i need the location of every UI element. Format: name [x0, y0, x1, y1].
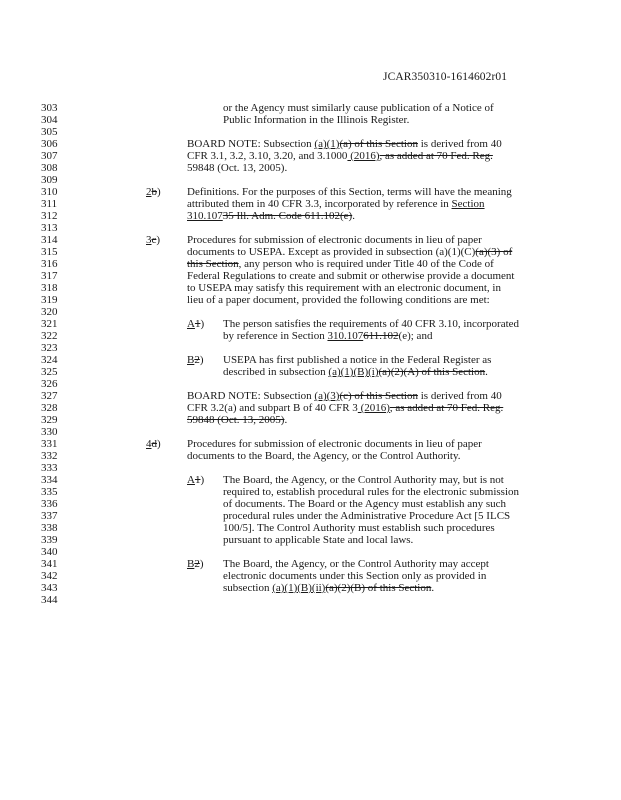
- line-number: 329: [41, 414, 58, 426]
- deleted-text: 611.102: [363, 330, 399, 342]
- text-line: Definitions. For the purposes of this Section, terms will have the meaning: [187, 186, 512, 198]
- deleted-text: 35 Ill. Adm. Code 611.102(e): [222, 210, 353, 222]
- line-number: 318: [41, 282, 58, 294]
- board-note-line: CFR 3.1, 3.2, 3.10, 3.20, and 3.1000 (2016), as added at 70 Fed. Reg.: [187, 150, 493, 162]
- line-number: 340: [41, 546, 58, 558]
- text-line: procedural rules under the Administrative Procedure Act [5 ILCS: [223, 510, 511, 522]
- inserted-text: (a)(1)(B)(ii): [272, 582, 326, 594]
- text-line: attributed them in 40 CFR 3.3, incorporated by reference in Section: [187, 198, 485, 210]
- text-line: required to, establish procedural rules for the electronic submission: [223, 486, 519, 498]
- deleted-text: , as added at 70 Fed. Reg.: [379, 150, 493, 162]
- deleted-text: this Section: [187, 258, 239, 270]
- deleted-text: , as added at 70 Fed. Reg.: [389, 402, 504, 414]
- line-number: 313: [41, 222, 58, 234]
- line-number: 316: [41, 258, 58, 270]
- board-note-line: 59848 (Oct. 13, 2005).: [187, 162, 288, 174]
- line-number: 310: [41, 186, 58, 198]
- text-line: Procedures for submission of electronic documents in lieu of paper: [187, 234, 482, 246]
- text-line: subsection (a)(1)(B)(ii)(a)(2)(B) of this Section.: [223, 582, 435, 594]
- board-note-line: CFR 3.2(a) and subpart B of 40 CFR 3 (2016), as added at 70 Fed. Reg.: [187, 402, 504, 414]
- text-line: by reference in Section 310.107611.102(e); and: [223, 330, 433, 342]
- text-line: Procedures for submission of electronic documents in lieu of paper: [187, 438, 482, 450]
- inserted-text: (a)(1): [314, 138, 340, 150]
- line-number: 304: [41, 114, 58, 126]
- line-number: 319: [41, 294, 58, 306]
- text-line: of documents. The Board or the Agency must establish any such: [223, 498, 506, 510]
- inserted-text: Section: [451, 198, 485, 210]
- text-line: lieu of a paper document, provided the following conditions are met:: [187, 294, 490, 306]
- line-number: 320: [41, 306, 58, 318]
- line-number: 323: [41, 342, 58, 354]
- line-number: 308: [41, 162, 58, 174]
- text-line: USEPA has first published a notice in the Federal Register as: [223, 354, 492, 366]
- subsection-label: 2b): [146, 186, 161, 198]
- line-number: 314: [41, 234, 58, 246]
- text-line: pursuant to applicable State and local laws.: [223, 534, 414, 546]
- line-number: 307: [41, 150, 58, 162]
- line-number: 317: [41, 270, 58, 282]
- inserted-text: 310.107: [327, 330, 364, 342]
- text-line: to USEPA may satisfy this requirement with an electronic document, in: [187, 282, 501, 294]
- line-number: 305: [41, 126, 58, 138]
- line-number: 332: [41, 450, 58, 462]
- line-number: 336: [41, 498, 58, 510]
- text-line: electronic documents under this Section only as provided in: [223, 570, 487, 582]
- line-number: 344: [41, 594, 58, 606]
- line-number: 337: [41, 510, 58, 522]
- line-number: 303: [41, 102, 58, 114]
- text-line: or the Agency must similarly cause publication of a Notice of: [223, 102, 494, 114]
- text-line: described in subsection (a)(1)(B)(i)(a)(2)(A) of this Section.: [223, 366, 488, 378]
- item-label: B2): [187, 558, 204, 570]
- line-number: 331: [41, 438, 58, 450]
- inserted-text: (a)(1)(B)(i): [328, 366, 379, 378]
- line-number: 339: [41, 534, 58, 546]
- text-line: The Board, the Agency, or the Control Authority may, but is not: [223, 474, 504, 486]
- subsection-label: 4d): [146, 438, 161, 450]
- deleted-text: (c) of this Section: [339, 390, 418, 402]
- item-label: B2): [187, 354, 204, 366]
- deleted-text: (a)(2)(B) of this Section: [325, 582, 432, 594]
- line-number: 328: [41, 402, 58, 414]
- line-number: 338: [41, 522, 58, 534]
- text-line: this Section, any person who is required under Title 40 of the Code of: [187, 258, 494, 270]
- board-note-line: 59848 (Oct. 13, 2005).: [187, 414, 288, 426]
- deleted-text: (a)(3) of: [475, 246, 513, 258]
- subsection-label: 3c): [146, 234, 161, 246]
- deleted-text: (a)(2)(A) of this Section: [378, 366, 486, 378]
- text-line: documents to USEPA. Except as provided in subsection (a)(1)(C)(a)(3) of: [187, 246, 513, 258]
- line-number: 326: [41, 378, 58, 390]
- line-number: 325: [41, 366, 58, 378]
- text-line: Public Information in the Illinois Register.: [223, 114, 410, 126]
- text-line: documents to the Board, the Agency, or the Control Authority.: [187, 450, 461, 462]
- line-number: 306: [41, 138, 58, 150]
- deleted-text: (a) of this Section: [339, 138, 418, 150]
- line-number: 343: [41, 582, 58, 594]
- board-note-line: BOARD NOTE: Subsection (a)(3)(c) of this Section is derived from 40: [187, 390, 502, 402]
- line-number: 334: [41, 474, 58, 486]
- line-number: 322: [41, 330, 58, 342]
- line-number: 335: [41, 486, 58, 498]
- line-number: 312: [41, 210, 58, 222]
- line-number: 311: [41, 198, 58, 210]
- board-note-line: BOARD NOTE: Subsection (a)(1)(a) of this Section is derived from 40: [187, 138, 502, 150]
- line-number: 342: [41, 570, 58, 582]
- inserted-text: (2016): [347, 150, 380, 162]
- line-number: 327: [41, 390, 58, 402]
- item-label: A1): [187, 474, 205, 486]
- inserted-text: 310.107: [187, 210, 223, 222]
- line-number: 333: [41, 462, 58, 474]
- inserted-text: (2016): [357, 402, 390, 414]
- line-number: 309: [41, 174, 58, 186]
- line-number: 321: [41, 318, 58, 330]
- line-number: 315: [41, 246, 58, 258]
- document-header: JCAR350310-1614602r01: [383, 71, 508, 83]
- text-line: The Board, the Agency, or the Control Authority may accept: [223, 558, 489, 570]
- text-line: 310.10735 Ill. Adm. Code 611.102(e).: [187, 210, 355, 222]
- text-line: The person satisfies the requirements of 40 CFR 3.10, incorporated: [223, 318, 520, 330]
- line-number: 324: [41, 354, 58, 366]
- text-line: 100/5]. The Control Authority must establish such procedures: [223, 522, 495, 534]
- inserted-text: (a)(3): [314, 390, 340, 402]
- deleted-text: 59848 (Oct. 13, 2005): [187, 414, 285, 426]
- item-label: A1): [187, 318, 205, 330]
- line-number: 341: [41, 558, 58, 570]
- text-line: Federal Regulations to create and submit or otherwise provide a document: [187, 270, 515, 282]
- line-number: 330: [41, 426, 58, 438]
